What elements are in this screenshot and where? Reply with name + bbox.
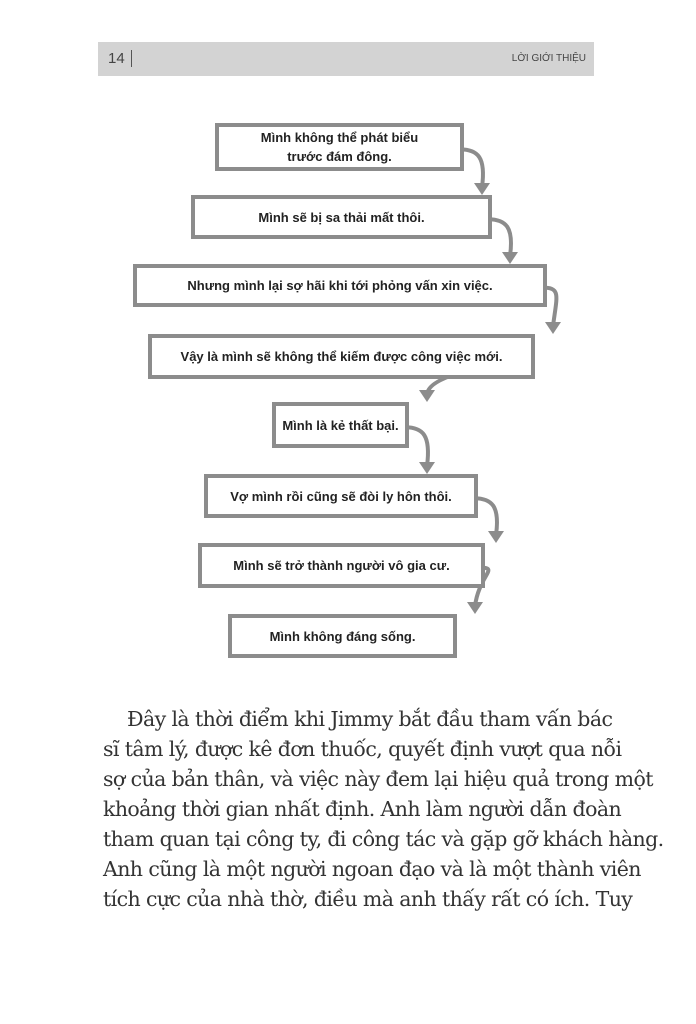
flow-step-1 bbox=[215, 123, 464, 171]
flow-step-1-line-1: Mình không thể phát biểu bbox=[260, 130, 419, 145]
body-line: Đây là thời điểm khi Jimmy bắt đầu tham vấn bác bbox=[127, 707, 613, 731]
chapter-title: LỜI GIỚI THIỆU bbox=[511, 53, 586, 64]
page-number: 14 bbox=[108, 50, 125, 67]
body-paragraph bbox=[103, 704, 664, 914]
body-line: khoảng thời gian nhất định. Anh làm người dẫn đoàn bbox=[103, 797, 622, 821]
flow-step-7: Mình sẽ trở thành người vô gia cư. bbox=[198, 543, 485, 588]
flow-step-3: Nhưng mình lại sợ hãi khi tới phỏng vấn xin việc. bbox=[133, 264, 547, 307]
arrowhead-icon bbox=[474, 183, 490, 195]
arrowhead-icon bbox=[488, 531, 504, 543]
body-line: tích cực của nhà thờ, điều mà anh thấy rất có ích. Tuy bbox=[103, 887, 633, 911]
arrowhead-icon bbox=[502, 252, 518, 264]
arrowhead-icon bbox=[419, 462, 435, 474]
flow-step-8: Mình không đáng sống. bbox=[228, 614, 457, 658]
flow-step-2: Mình sẽ bị sa thải mất thôi. bbox=[191, 195, 492, 239]
body-line: tham quan tại công ty, đi công tác và gặp gỡ khách hàng. bbox=[103, 827, 664, 851]
arrowhead-icon bbox=[545, 322, 561, 334]
body-line: sợ của bản thân, và việc này đem lại hiệu quả trong một bbox=[103, 767, 653, 791]
body-line: Anh cũng là một người ngoan đạo và là một thành viên bbox=[103, 857, 641, 881]
flow-step-4: Vậy là mình sẽ không thể kiếm được công việc mới. bbox=[148, 334, 535, 379]
arrowhead-icon bbox=[419, 390, 435, 402]
flow-step-6: Vợ mình rồi cũng sẽ đòi ly hôn thôi. bbox=[204, 474, 478, 518]
flow-step-1-line-2: trước đám đông. bbox=[287, 149, 392, 164]
body-line: sĩ tâm lý, được kê đơn thuốc, quyết định vượt qua nỗi bbox=[103, 737, 622, 761]
arrowhead-icon bbox=[467, 602, 483, 614]
flow-step-5: Mình là kẻ thất bại. bbox=[272, 402, 409, 448]
